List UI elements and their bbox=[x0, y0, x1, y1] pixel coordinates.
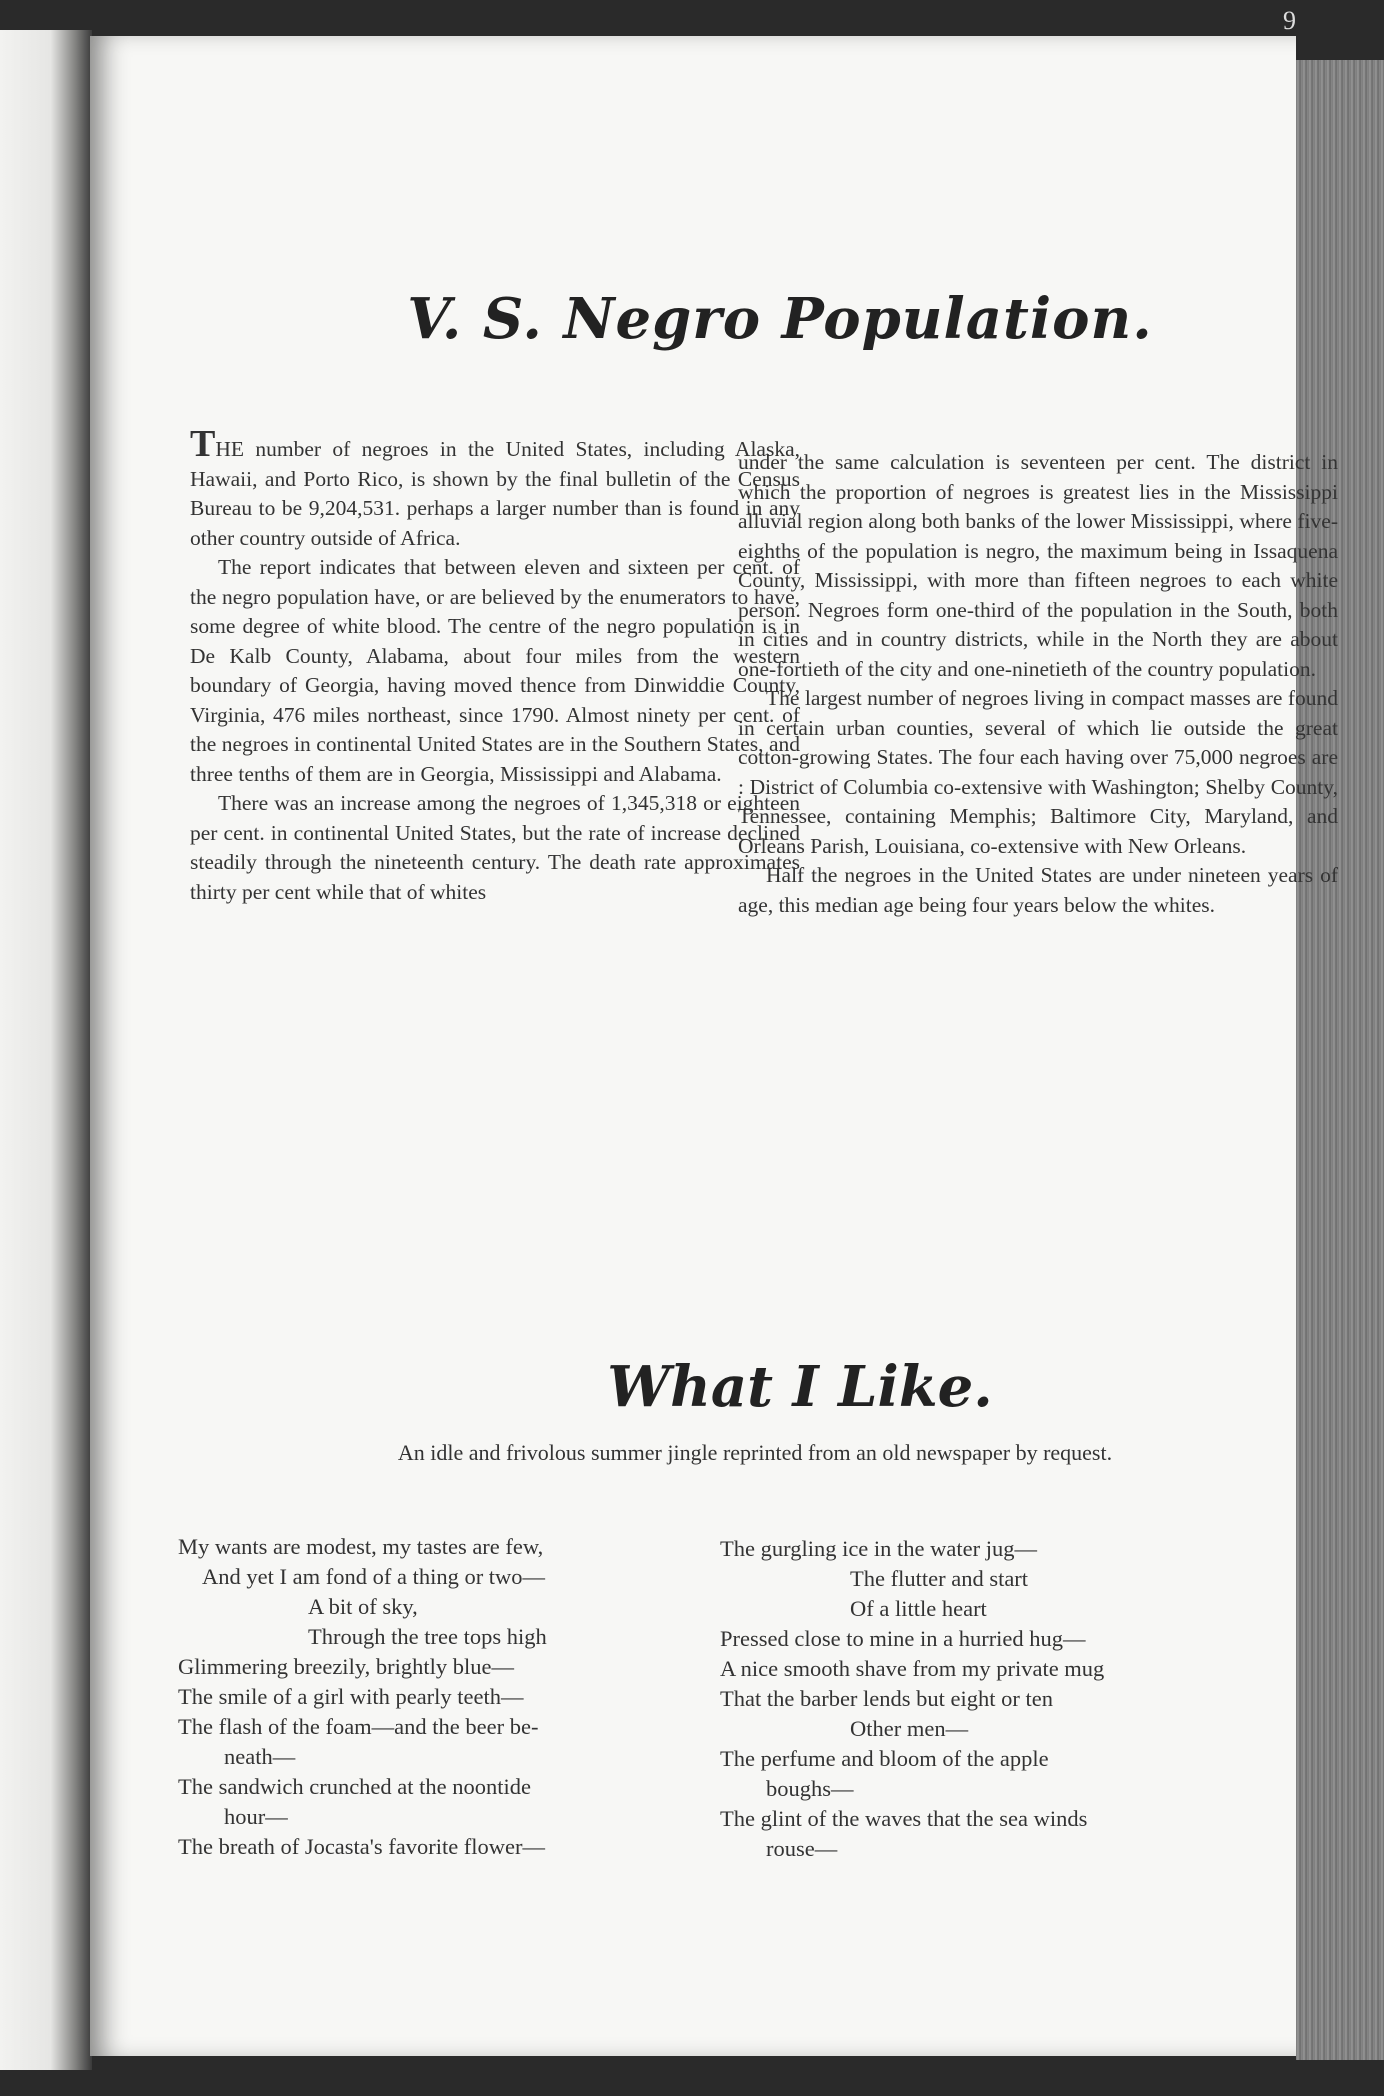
poem-line: The flash of the foam—and the beer be- bbox=[178, 1714, 539, 1739]
article-title-what-i-like: What I Like. bbox=[607, 1354, 993, 1420]
poem-line: Through the tree tops high bbox=[308, 1624, 547, 1649]
poem-line: The glint of the waves that the sea winds bbox=[720, 1806, 1088, 1831]
poem-line: neath— bbox=[224, 1744, 296, 1769]
paragraph-6: Half the negroes in the United States are under nineteen years of age, this median age being four years below the whites. bbox=[738, 863, 1338, 917]
poem-line: Of a little heart bbox=[850, 1596, 987, 1621]
poem-line: The gurgling ice in the water jug— bbox=[720, 1536, 1037, 1561]
poem-line: And yet I am fond of a thing or two— bbox=[202, 1564, 546, 1589]
paragraph-1: THE number of negroes in the United States, including Alaska, Hawaii, and Porto Rico, is shown by the final bulletin of the Census Bureau to be 9,204,531. perhaps a larger number than is found in any other country outside of Africa. bbox=[190, 423, 800, 550]
poem-line: My wants are modest, my tastes are few, bbox=[178, 1534, 544, 1559]
drop-cap: T bbox=[190, 423, 216, 465]
poem-line: A bit of sky, bbox=[308, 1594, 418, 1619]
poem-line: Glimmering breezily, brightly blue— bbox=[178, 1654, 514, 1679]
paragraph-4: under the same calculation is seventeen per cent. The district in which the proportion of negroes is greatest lies in the Mississippi alluvial region along both banks of the lower Mississippi, where five-eighths of the population is negro, the maximum being in Issaquena County, Mississippi, with more than fifteen negroes to each white person. Negroes form one-third of the population in the South, both in cities and in country districts, while in the North they are about one-fortieth of the city and one-ninetieth of the country population. bbox=[738, 450, 1338, 681]
poem-line: The flutter and start bbox=[850, 1566, 1029, 1591]
poem-line: That the barber lends but eight or ten bbox=[720, 1686, 1054, 1711]
article-column-1 bbox=[190, 423, 800, 907]
page-number: 9 bbox=[1283, 6, 1296, 35]
poem-column-2 bbox=[720, 1534, 1320, 1864]
paragraph-3: There was an increase among the negroes of 1,345,318 or eighteen per cent. in continental United States, but the rate of increase declined steadily through the nineteenth century. The death rate approximates thirty per cent while that of whites bbox=[190, 791, 800, 904]
left-page-edge bbox=[0, 30, 92, 2070]
article-column-2 bbox=[738, 448, 1338, 920]
paragraph-2: The report indicates that between eleven and sixteen per cent. of the negro population have, or are believed by the enumerators to have, some degree of white blood. The centre of the negro population is in De Kalb County, Alabama, about four miles from the western boundary of Georgia, having moved thence from Dinwiddie County, Virginia, 476 miles northeast, since 1790. Almost ninety per cent. of the negroes in continental United States are in the Southern States, and three tenths of them are in Georgia, Mississippi and Alabama. bbox=[190, 555, 800, 786]
poem-line: The perfume and bloom of the apple bbox=[720, 1746, 1049, 1771]
paragraph-5: The largest number of negroes living in compact masses are found in certain urban counties, several of which lie outside the great cotton-growing States. The four each having over 75,000 negroes are : District of Columbia co-extensive with Washington; Shelby County, Tennessee, containing Memphis; Baltimore City, Maryland, and Orleans Parish, Louisiana, co-extensive with New Orleans. bbox=[738, 686, 1338, 858]
article-title-negro-population: V. S. Negro Population. bbox=[407, 286, 1153, 352]
poem-line: hour— bbox=[224, 1804, 288, 1829]
poem-line: The smile of a girl with pearly teeth— bbox=[178, 1684, 524, 1709]
poem-line: A nice smooth shave from my private mug bbox=[720, 1656, 1105, 1681]
poem-column-1 bbox=[178, 1532, 778, 1862]
poem-line: rouse— bbox=[766, 1836, 838, 1861]
poem-line: The breath of Jocasta's favorite flower— bbox=[178, 1834, 546, 1859]
poem-line: boughs— bbox=[766, 1776, 854, 1801]
poem-subtitle: An idle and frivolous summer jingle reprinted from an old newspaper by request. bbox=[397, 1440, 1113, 1465]
poem-line: The sandwich crunched at the noontide bbox=[178, 1774, 532, 1799]
poem-line: Pressed close to mine in a hurried hug— bbox=[720, 1626, 1086, 1651]
poem-line: Other men— bbox=[850, 1716, 969, 1741]
book-page bbox=[90, 6, 1338, 2056]
